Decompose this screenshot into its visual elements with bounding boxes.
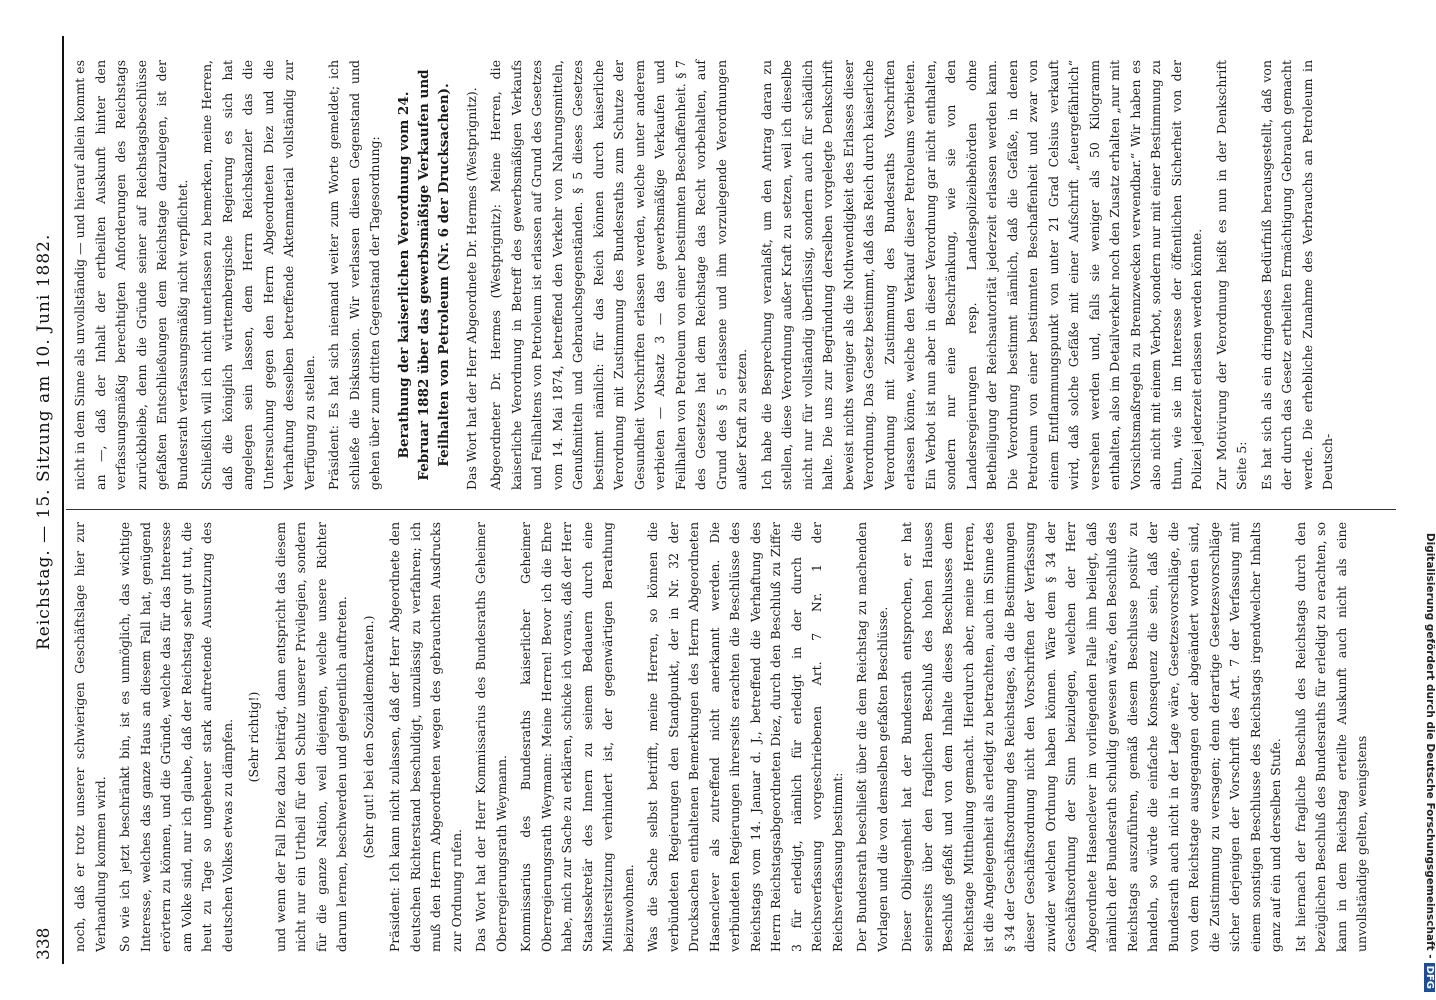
paragraph: Was die Sache selbst betrifft, meine Herren, so können die verbündeten Regierungen den Standpunkt, der in Nr. 32 der Drucksachen enthaltenen Bemerkungen des Herrn Abgeordneten Hasenclever als zutreffend nicht anerkannt werden. Die verbündeten Regierungen ihrerseits erachten die Beschlüsse des Reichstags vom 14. Januar d. J., betreffend die Verhaftung des Herrn Reichstagsabgeordneten Diez, durch den Beschluß zu Ziffer 3 für erledigt, nämlich für erledigt in der durch die Reichsverfassung vorgeschriebenen Art. 7 Nr. 1 der Reichsverfassung bestimmt: (645, 522, 845, 952)
paragraph: Präsident: Es hat sich niemand weiter zum Worte gemeldet; ich schließe die Diskussion. Wir verlassen diesen Gegenstand und gehen über zum dritten Gegenstand der Tagesordnung: (326, 60, 382, 490)
column-divider (66, 509, 1396, 510)
paragraph: Kommissarius des Bundesraths kaiserlicher Geheimer Oberregierungsrath Weymann: Meine Herren! Bevor ich die Ehre habe, mich zur Sache zu erklären, schicke ich voraus, daß der Herr Staatssekretär des Innern zu seinem Bedauern durch eine Ministersitzung verhindert ist, der gegenwärtigen Berathung beizuwohnen. (518, 522, 636, 952)
paragraph: nicht in dem Sinne als unvollständig — und hierauf allein kommt es an —, daß der Inhalt der ertheilten Auskunft hinter den verfassungsmäßig berechtigten Anforderungen des Reichstags zurückbleibe, denn die Gründe seiner auf Reichstagsbeschlüsse gefaßten Entschließungen dem Reichstage darzulegen, ist der Bundesrath verfassungsmäßig nicht verpflichtet. (72, 60, 190, 490)
dfg-logo: DFG (1424, 963, 1435, 992)
paragraph: Der Bundesrath beschließt über die dem Reichstag zu machenden Vorlagen und die von demselben gefaßten Beschlüsse. (854, 522, 890, 952)
paragraph: Schließlich will ich nicht unterlassen zu bemerken, meine Herren, daß die königlich württembergische Regierung es sich hat angelegen sein lassen, dem Herrn Reichskanzler das die Untersuchung gegen den Herrn Abgeordneten Diez und die Verhaftung desselben betreffende Aktenmaterial vollständig zur Verfügung zu stellen. (199, 60, 317, 490)
paragraph: Ich habe die Besprechung veranlaßt, um den Antrag daran zu stellen, diese Verordnung außer Kraft zu setzen, weil ich dieselbe nicht nur für vollständig überflüssig, sondern auch für schädlich halte. Die uns zur Begründung derselben vorgelegte Denkschrift beweist nichts weniger als die Nothwendigkeit des Erlasses dieser Verordnung. Das Gesetz bestimmt, daß das Reich durch kaiserliche Verordnung mit Zustimmung des Bundesraths Vorschriften erlassen könne, welche den Verkauf dieser Petroleums verbieten. Ein Verbot ist nun aber in dieser Verordnung gar nicht enthalten, sondern nur eine Beschränkung, wie sie von den Landesregierungen resp. Landespolizeibehörden ohne Betheiligung der Reichsautorität jederzeit erlassen werden kann. Die Verordnung bestimmt nämlich, daß die Gefäße, in denen Petroleum von einer bestimmten Beschaffenheit und zwar von einem Entflammungspunkt von unter 21 Grad Celsius verkauft wird, daß solche Gefäße mit einer Aufschrift „feuergefährlich“ versehen werden und, falls sie weniger als 50 Kilogramm enthalten, also im Detailverkehr noch den Zusatz erhalten „nur mit Vorsichtsmaßregeln zu Brennzwecken verwendbar.“ Wir haben es also nicht mit einem Verbot, sondern nur mit einer Bestimmung zu thun, wie sie im Interesse der öffentlichen Sicherheit von der Polizei jederzeit erlassen werden könnte. (758, 60, 1204, 490)
right-column (70, 60, 1343, 490)
page-title: Reichstag. — 15. Sitzung am 10. Juni 1882. (34, 233, 54, 650)
page-number: 338 (34, 927, 54, 960)
interjection: (Sehr richtig!) (246, 691, 261, 783)
interjection: (Sehr gut! bei den Sozialdemokraten.) (360, 615, 376, 859)
credit-text-line (1418, 12, 1436, 992)
paragraph: und wenn der Fall Diez dazu beiträgt, dann entspricht das diesem nicht nur ein Urtheil für den Schutz unserer Privilegien, sondern für die ganze Nation, weil diejenigen, welche unsere Richter darum lernen, beschwerden und gelegentlich auftreten. (272, 522, 349, 952)
paragraph: Ist hiernach der fragliche Beschluß des Reichstags durch den bezüglichen Beschluß des Bundesraths für erledigt zu erachten, so kann in dem Reichstag erteilte Auskunft auch nicht als eine unvollständige gelten, wenigstens (1292, 522, 1369, 952)
header-rule (62, 36, 64, 964)
paragraph: Präsident: Ich kann nicht zulassen, daß der Herr Abgeordnete den deutschen Richterstand beschuldigt, unzulässig zu verfahren; ich muß den Herrn Abgeordneten wegen des gebrauchten Ausdrucks zur Ordnung rufen. (387, 522, 464, 952)
paragraph: Es hat sich als ein dringendes Bedürfniß herausgestellt, daß von der durch das Gesetz ertheilten Ermächtigung Gebrauch gemacht werde. Die erhebliche Zunahme des Verbrauchs an Petroleum in Deutsch- (1258, 60, 1335, 490)
left-column (70, 522, 1377, 952)
paragraph: noch, daß er trotz unserer schwierigen Geschäftslage hier zur Verhandlung kommen wird. (72, 522, 108, 952)
paragraph: Zur Motivirung der Verordnung heißt es nun in der Denkschrift Seite 5: (1213, 60, 1249, 490)
page-header (30, 40, 60, 960)
agenda-heading: Berathung der kaiserlichen Verordnung vom 24. Februar 1882 über das gewerbsmäßige Verkaufen und Feilhalten von Petroleum (Nr. 6 der Drucksachen). (395, 69, 452, 481)
paragraph: Das Wort hat der Herr Abgeordnete Dr. Hermes (Westprignitz). (463, 87, 479, 490)
paragraph: Abgeordneter Dr. Hermes (Westprignitz): Meine Herren, die kaiserliche Verordnung in Betreff des gewerbsmäßigen Verkaufs und Feilhaltens von Petroleum ist erlassen auf Grund des Gesetzes vom 14. Mai 1874, betreffend den Verkehr von Nahrungsmitteln, Genußmitteln und Gebrauchsgegenständen. § 5 dieses Gesetzes bestimmt nämlich: für das Reich können durch kaiserliche Verordnung mit Zustimmung des Bundesraths zum Schutze der Gesundheit Vorschriften erlassen werden, welche unter anderem verbieten — Absatz 3 — das gewerbsmäßige Verkaufen und Feilhalten von Petroleum von einer bestimmten Beschaffenheit. § 7 des Gesetzes hat dem Reichstage das Recht vorbehalten, auf Grund des § 5 erlassene und ihm vorzulegende Verordnungen außer Kraft zu setzen. (488, 60, 749, 490)
credit-text: Digitalisierung gefördert durch die Deutsche Forschungsgemeinschaft - (1424, 532, 1436, 959)
paragraph: Das Wort hat der Herr Kommissarius des Bundesraths Geheimer Oberregierungsrath Weymann. (473, 522, 509, 952)
paragraph: Dieser Obliegenheit hat der Bundesrath entsprochen, er hat seinerseits über den fraglichen Beschluß des hohen Hauses Beschluß gefaßt und von dem Inhalte dieses Beschlusses dem Reichstage Mittheilung gemacht. Hierdurch aber, meine Herren, ist die Angelegenheit als erledigt zu betrachten, auch im Sinne des § 34 der Geschäftsordnung des Reichstages, da die Bestimmungen dieser Geschäftsordnung nicht den Vorschriften der Verfassung zuwider welchen Ordnung haben können. Wäre dem § 34 der Geschäftsordnung der Sinn beizulegen, welchen der Herr Abgeordnete Hasenclever im vorliegenden Falle ihm beilegt, daß nämlich der Bundesrath schuldig gewesen wäre, den Beschluß des Reichstags auszuführen, gemäß diesem Beschlusse positiv zu handeln, so würde die einfache Konsequenz die sein, daß der Bundesrath auch nicht in der Lage wäre, Gesetzesvorschläge, die von dem Reichstage ausgegangen oder abgeändert worden sind, die Zustimmung zu versagen; denn derartige Gesetzesvorschläge sicher derjenigen der Vorschrift des Art. 7 der Verfassung mit einem sonstigen Beschlusse des Reichstags irgendwelcher Inhalts ganz auf ein und derselben Stufe. (899, 522, 1283, 952)
digitization-credit (1418, 12, 1436, 992)
paragraph: So wie ich jetzt beschränkt bin, ist es unmöglich, das wichtige Interesse, welches das ganze Haus an diesem Fall hat, genügend erörtern zu können, und die Gründe, welche das für das Interesse am Volke sind, nur ich glaube, daß der Reichstag sehr gut tut, die heut zu Tage so ungeheuer stark auftretende Ausnutzung des deutschen Volkes etwas zu dämpfen. (117, 522, 235, 952)
